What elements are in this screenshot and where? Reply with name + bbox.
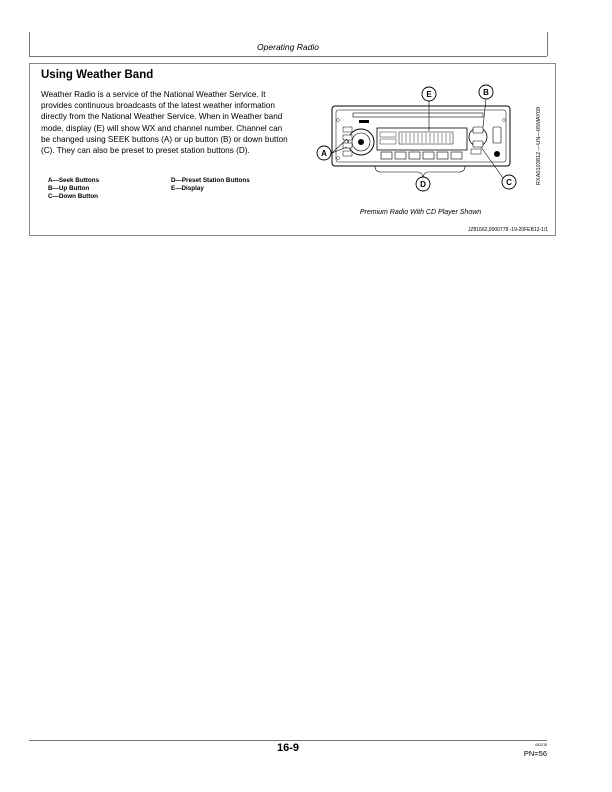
svg-text:C: C (506, 178, 512, 187)
document-id: JZ81662,0000778 -19-20FEB12-1/1 (467, 227, 548, 233)
callout-e (422, 87, 436, 101)
callout-a (317, 146, 331, 160)
legend-item-d: D—Preset Station Buttons (171, 177, 250, 184)
footer-rule (29, 740, 547, 741)
figure-caption: Premium Radio With CD Player Shown (359, 209, 482, 216)
figure-side-id: RXA0103812 —UN—05MAY09 (536, 106, 542, 186)
callout-c (502, 175, 516, 189)
svg-text:D: D (420, 180, 426, 189)
legend-item-e: E—Display (171, 185, 204, 193)
svg-text:B: B (483, 88, 489, 97)
legend-item-c: C—Down Button (48, 193, 99, 201)
svg-text:E: E (426, 90, 432, 99)
callout-d (416, 177, 430, 191)
section-header: Operating Radio (257, 42, 319, 52)
svg-text:A: A (321, 149, 327, 158)
radio-illustration (313, 83, 528, 197)
page-number: 16-9 (276, 742, 300, 754)
footer-pn: PN=56 (523, 749, 547, 758)
callout-b (479, 85, 493, 99)
legend-item-b: B—Up Button (48, 185, 90, 193)
footer-code: 051215 (535, 743, 547, 747)
section-title: Using Weather Band (41, 69, 154, 81)
header-rule (29, 56, 547, 57)
body-paragraph: Weather Radio is a service of the National Weather Service. It provides continuous broadcasts of the latest weather information directly from the National Weather Service. When in Weather band mode, display (E) will show WX and channel number. Channel can be changed using SEEK buttons (A) or up button (B) or down button (C). They can also be preset to preset station buttons (D). (41, 90, 288, 156)
legend-item-a: A—Seek Buttons (48, 177, 100, 184)
header-right-tick (547, 32, 548, 56)
